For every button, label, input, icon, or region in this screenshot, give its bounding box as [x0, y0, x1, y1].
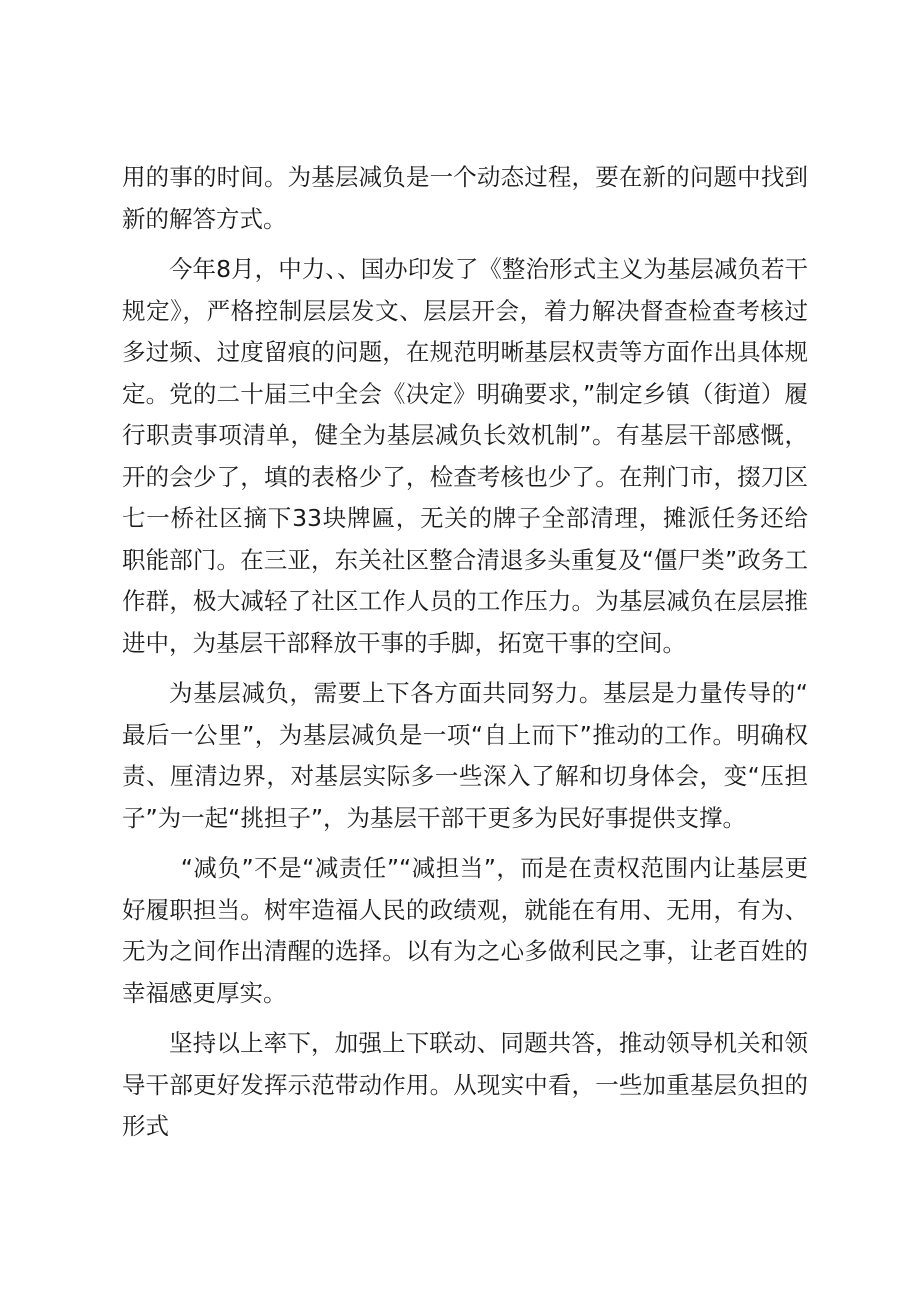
- body-text: [122, 157, 808, 1157]
- paragraph-3: 为基层减负，需要上下各方面共同努力。基层是力量传导的“最后一公里”，为基层减负是一项“自上而下”推动的工作。明确权责、厘清边界，对基层实际多一些深入了解和切身体会，变“压担子”为一起“挑担子”，为基层干部干更多为民好事提供支撑。: [122, 679, 808, 832]
- paragraph-2: 今年8月，中力、、国办印发了《整治形式主义为基层减负若干规定》，严格控制层层发文、层层开会，着力解决督查检查考核过多过频、过度留痕的问题，在规范明晰基层权责等方面作出具体规定。党的二十届三中全会《决定》明确要求，”制定乡镇（街道）履行职责事项清单，健全为基层减负长效机制”。有基层干部感慨，开的会少了，填的表格少了，检查考核也少了。在荆门市，掇刀区七一桥社区摘下33块牌匾，无关的牌子全部清理，摊派任务还给职能部门。在三亚，东关社区整合清退多头重复及“僵尸类”政务工作群，极大减轻了社区工作人员的工作压力。为基层减负在层层推进中，为基层干部释放干事的手脚，拓宽干事的空间。: [122, 255, 808, 657]
- paragraph-4: “减负”不是“减责任”“减担当”，而是在责权范围内让基层更好履职担当。树牢造福人民的政绩观，就能在有用、无用，有为、无为之间作出清醒的选择。以有为之心多做利民之事，让老百姓的幸福感更厚实。: [122, 854, 808, 1007]
- paragraph-5: 坚持以上率下，加强上下联动、同题共答，推动领导机关和领导干部更好发挥示范带动作用。从现实中看，一些加重基层负担的形式: [122, 1029, 808, 1140]
- paragraph-1: 用的事的时间。为基层减负是一个动态过程，要在新的问题中找到新的解答方式。: [122, 163, 808, 233]
